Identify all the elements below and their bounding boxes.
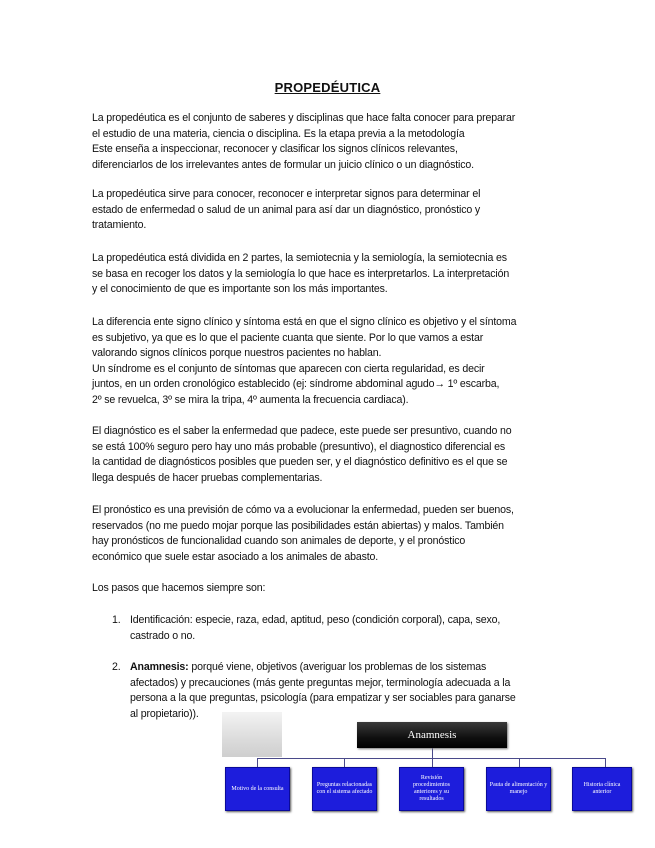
text-line: juntos, en un orden cronológico establecido (ej: síndrome abdominal agudo→ 1º escarba, xyxy=(92,378,500,391)
connector-line xyxy=(344,758,345,767)
text-line: persona a la que preguntas, psicología (para empatizar y ser sociables para ganarse xyxy=(130,692,516,705)
text-line: diferenciarlos de los irrelevantes antes de formular un juicio clínico o un diagnóstico. xyxy=(92,158,474,171)
text-line: tratamiento. xyxy=(92,219,147,232)
diagram-node-revision: Revisión procedimientos anteriores y su resultados xyxy=(399,767,464,811)
step-item-identification xyxy=(92,613,566,644)
diagram-node-motivo: Motivo de la consulta xyxy=(225,767,290,811)
text-line: 2º se revuelca, 3º se mira la tripa, 4º aumenta la frecuencia cardiaca). xyxy=(92,393,409,406)
connector-line xyxy=(605,758,606,767)
step-number: 2. xyxy=(112,661,121,674)
diagram-node-preguntas: Preguntas relacionadas con el sistema afectado xyxy=(312,767,377,811)
steps-list xyxy=(92,613,566,723)
text-line: Identificación: especie, raza, edad, aptitud, peso (condición corporal), capa, sexo, xyxy=(130,614,501,626)
text-line: la cantidad de diagnósticos posibles que pueden ser, y el diagnóstico definitivo es el que se xyxy=(92,456,508,469)
text-line: porqué viene, objetivos (averiguar los problemas de los sistemas xyxy=(188,661,487,674)
text-line: Este enseña a inspeccionar, reconocer y clasificar los signos clínicos relevantes, xyxy=(92,143,458,156)
text-line: llega después de hacer pruebas complementarias. xyxy=(92,471,323,484)
gray-gradient-box xyxy=(222,712,282,757)
connector-line xyxy=(519,758,520,767)
text-line: La diferencia ente signo clínico y síntoma está en que el signo clínico es objetivo y el síntoma xyxy=(92,316,517,328)
text-line: La propedéutica está dividida en 2 partes, la semiotecnia y la semiología, la semiotecnia es xyxy=(92,252,507,264)
text-line: Los pasos que hacemos siempre son: xyxy=(92,582,266,594)
text-line: y el conocimiento de que es importante son los más importantes. xyxy=(92,283,388,296)
step-label: Anamnesis: xyxy=(130,661,189,674)
text-line: valorando signos clínicos porque nuestros pacientes no hablan. xyxy=(92,347,382,360)
text-line: El diagnóstico es el saber la enfermedad que padece, este puede ser presuntivo, cuando no xyxy=(92,425,512,437)
text-line: se basa en recoger los datos y la semiología lo que hace es interpretarlos. La interpretación xyxy=(92,267,510,280)
text-line: al propietario)). xyxy=(130,707,199,720)
text-line: reservados (no me puedo mojar porque las posibilidades están abiertas) y malos. También xyxy=(92,519,504,532)
paragraph-prognosis xyxy=(92,503,566,565)
paragraph-definition xyxy=(92,111,566,173)
connector-line xyxy=(432,758,433,767)
connector-line xyxy=(432,748,433,758)
diagram-root-node: Anamnesis xyxy=(357,722,507,748)
text-line: el estudio de una materia, ciencia o disciplina. Es la etapa previa a la metodología xyxy=(92,127,465,140)
paragraph-parts xyxy=(92,251,566,298)
text-line: estado de enfermedad o salud de un animal para así dar un diagnóstico, pronóstico y xyxy=(92,203,481,216)
text-line: económico que suele estar asociado a los animales de abasto. xyxy=(92,550,379,563)
paragraph-purpose xyxy=(92,187,566,234)
text-line: El pronóstico es una previsión de cómo va a evolucionar la enfermedad, pueden ser buenos, xyxy=(92,504,514,516)
text-line: afectados) y precauciones (más gente preguntas mejor, terminología adecuada a la xyxy=(130,676,511,689)
diagram-node-historia: Historia clínica anterior xyxy=(572,767,632,811)
connector-line xyxy=(257,758,258,767)
paragraph-steps-intro xyxy=(92,581,566,597)
text-line: castrado o no. xyxy=(130,629,196,642)
text-line: es subjetivo, ya que es lo que el paciente cuanta que siente. Por lo que vamos a estar xyxy=(92,331,484,344)
page-title: PROPEDÉUTICA xyxy=(274,80,381,95)
diagram-node-pauta: Pauta de alimentación y manejo xyxy=(486,767,551,811)
connector-line xyxy=(257,758,605,759)
anamnesis-diagram xyxy=(222,712,621,822)
paragraph-diagnosis xyxy=(92,424,566,486)
text-line: hay pronósticos de funcionalidad cuando son animales de deporte, y el pronóstico xyxy=(92,535,466,548)
paragraph-sign-symptom xyxy=(92,315,566,409)
text-line: La propedéutica es el conjunto de saberes y disciplinas que hace falta conocer para preparar xyxy=(92,112,516,124)
text-line: se está 100% seguro pero hay uno más probable (presuntivo), el diagnostico diferencial es xyxy=(92,440,506,453)
text-line: Un síndrome es el conjunto de síntomas que aparecen con cierta regularidad, es decir xyxy=(92,362,485,375)
text-line: La propedéutica sirve para conocer, reconocer e interpretar signos para determinar el xyxy=(92,188,481,200)
step-number: 1. xyxy=(112,614,121,626)
